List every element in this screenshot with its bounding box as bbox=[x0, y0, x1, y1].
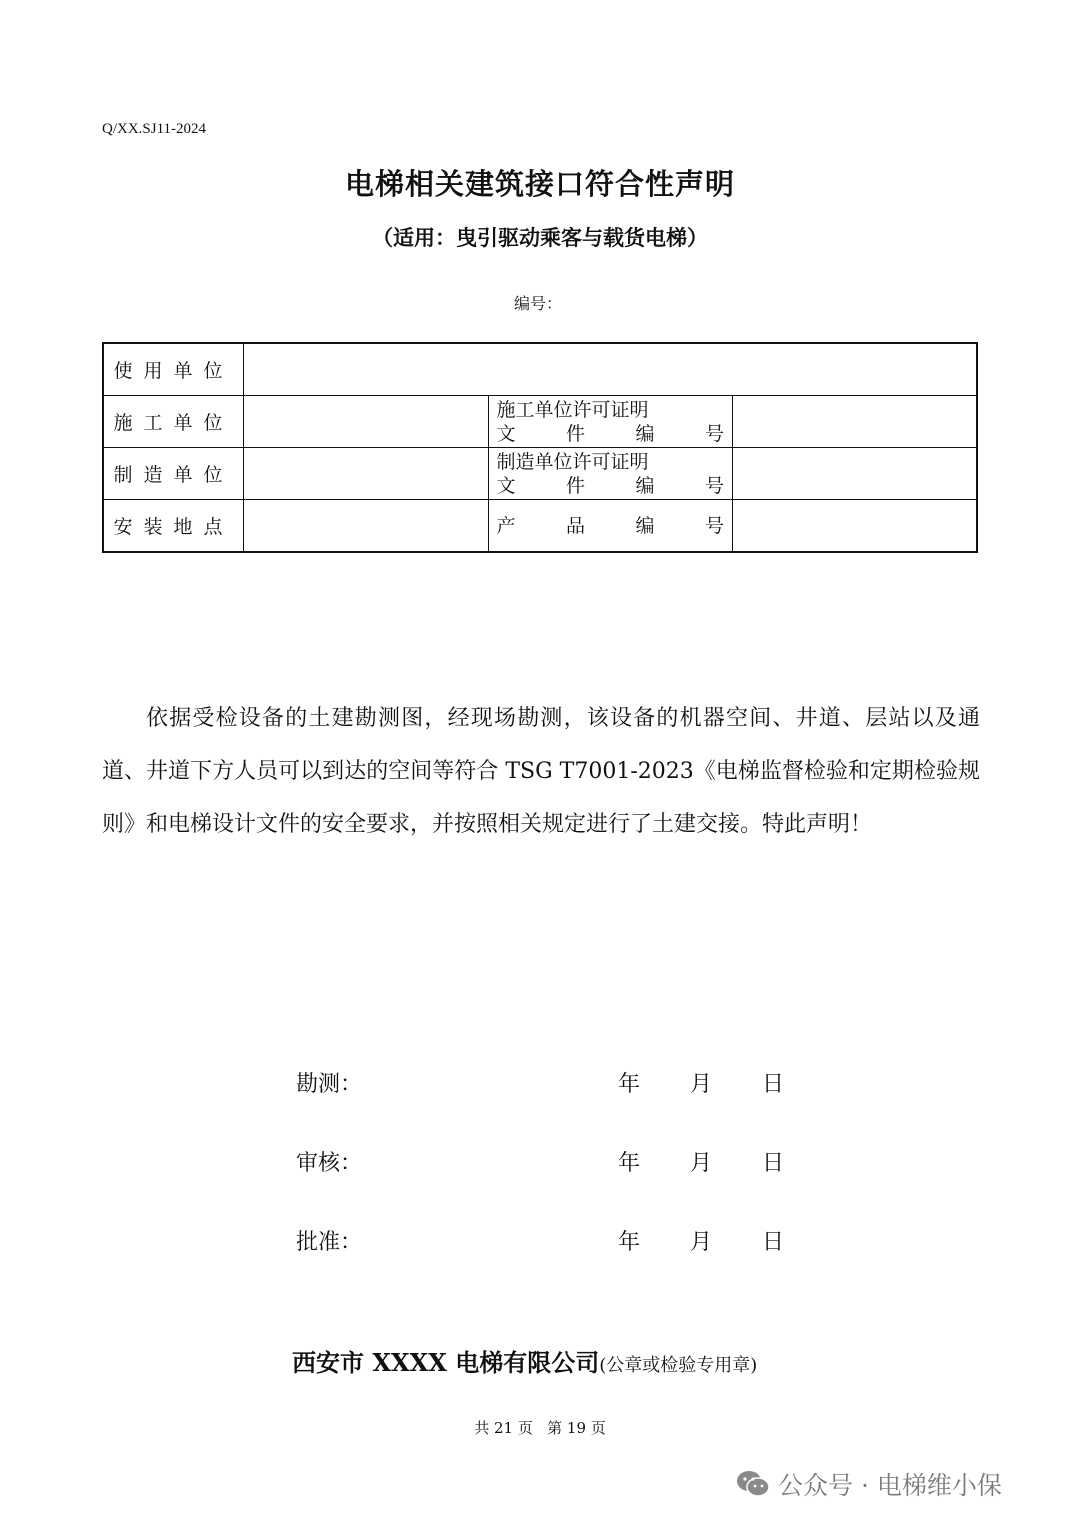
install-site-label: 安装地点 bbox=[103, 500, 244, 553]
signature-month: 月 bbox=[690, 1151, 713, 1176]
wechat-icon bbox=[736, 1469, 770, 1499]
construction-license-label-line2: 文件编号 bbox=[496, 422, 724, 445]
document-title: 电梯相关建筑接口符合性声明 bbox=[344, 167, 735, 201]
table-row bbox=[103, 343, 977, 396]
document-code: Q/XX.SJ11-2024 bbox=[102, 121, 207, 137]
signature-role: 审核： bbox=[296, 1151, 363, 1176]
manufacturer-value bbox=[244, 448, 489, 500]
document-subtitle: （适用：曳引驱动乘客与载货电梯） bbox=[372, 225, 708, 250]
signature-day: 日 bbox=[762, 1151, 785, 1176]
manufacturer-license-label-line2: 文件编号 bbox=[496, 474, 724, 497]
number-label: 编号： bbox=[514, 294, 563, 313]
install-site-value bbox=[244, 500, 489, 553]
product-number-label: 产品编号 bbox=[488, 500, 733, 553]
watermark bbox=[736, 1466, 1002, 1502]
seal-note: (公章或检验专用章) bbox=[599, 1355, 758, 1376]
product-number-value bbox=[733, 500, 978, 553]
signature-month: 月 bbox=[690, 1230, 713, 1255]
signature-role: 勘测： bbox=[296, 1072, 363, 1097]
manufacturer-license-label-line1: 制造单位许可证明 bbox=[496, 450, 649, 473]
table-row bbox=[103, 448, 977, 500]
page-counter: 共 21 页 第 19 页 bbox=[474, 1419, 606, 1437]
company-name: 西安市 XXXX 电梯有限公司 bbox=[292, 1348, 600, 1377]
construction-license-label-line1: 施工单位许可证明 bbox=[496, 398, 649, 421]
signature-month: 月 bbox=[690, 1072, 713, 1097]
table-row bbox=[103, 500, 977, 553]
statement-paragraph: 依据受检设备的土建勘测图，经现场勘测，该设备的机器空间、井道、层站以及通道、井道下方人员可以到达的空间等符合 TSG T7001-2023《电梯监督检验和定期检验规则》和电梯设计文件的安全要求，并按照相关规定进行了土建交接。特此声明！ bbox=[102, 706, 980, 837]
construction-license-value bbox=[733, 396, 978, 448]
manufacturer-license-label bbox=[488, 448, 733, 500]
signature-year: 年 bbox=[618, 1230, 641, 1255]
signature-day: 日 bbox=[762, 1072, 785, 1097]
signature-year: 年 bbox=[618, 1072, 641, 1097]
use-unit-value bbox=[244, 343, 978, 396]
construction-unit-label: 施工单位 bbox=[103, 396, 244, 448]
company-line bbox=[292, 1343, 757, 1378]
table-row bbox=[103, 396, 977, 448]
signature-year: 年 bbox=[618, 1151, 641, 1176]
signature-role: 批准： bbox=[296, 1230, 363, 1255]
info-table bbox=[102, 342, 978, 553]
signature-day: 日 bbox=[762, 1230, 785, 1255]
construction-license-label bbox=[488, 396, 733, 448]
manufacturer-license-value bbox=[733, 448, 978, 500]
watermark-text: 公众号 · 电梯维小保 bbox=[778, 1471, 1002, 1500]
construction-unit-value bbox=[244, 396, 489, 448]
manufacturer-label: 制造单位 bbox=[103, 448, 244, 500]
use-unit-label: 使用单位 bbox=[103, 343, 244, 396]
